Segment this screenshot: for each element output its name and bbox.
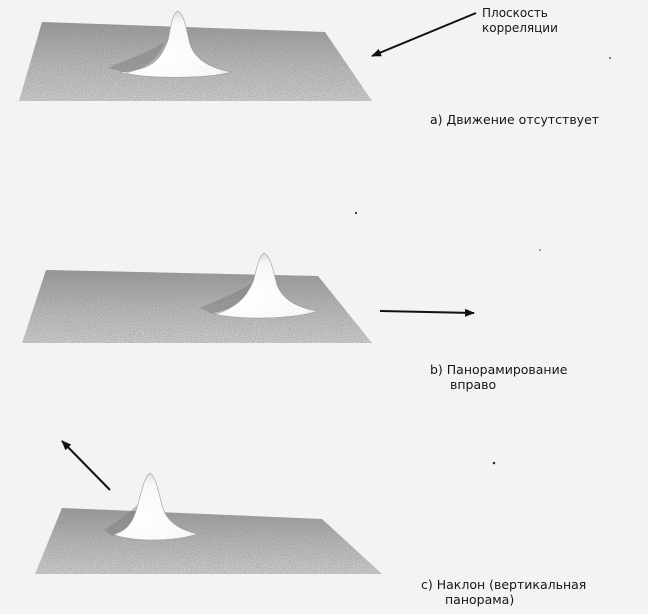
caption-a-text: a) Движение отсутствует — [430, 112, 600, 127]
pan-right-arrow — [380, 311, 474, 313]
correlation-plane-label-line2: корреляции — [482, 21, 558, 35]
correlation-plane-c-texture — [35, 508, 382, 574]
correlation-peak-c — [112, 473, 198, 540]
caption-b-line2: вправо — [450, 377, 497, 392]
panel-c — [35, 441, 382, 574]
caption-b-line1: b) Панорамирование — [430, 362, 568, 377]
correlation-plane-label — [482, 6, 558, 36]
tilt-arrow — [62, 441, 110, 490]
correlation-plane-b-texture — [22, 270, 372, 343]
caption-no-motion — [430, 112, 599, 127]
caption-c-line2: панорама) — [445, 592, 515, 607]
panel-a — [19, 11, 476, 101]
correlation-plane-label-line1: Плоскость — [482, 6, 548, 20]
caption-pan-right — [430, 362, 567, 392]
plane-pointer-arrow — [372, 13, 476, 56]
caption-tilt — [421, 577, 586, 607]
caption-c-line1: c) Наклон (вертикальная — [421, 577, 587, 592]
panel-b — [22, 253, 474, 343]
